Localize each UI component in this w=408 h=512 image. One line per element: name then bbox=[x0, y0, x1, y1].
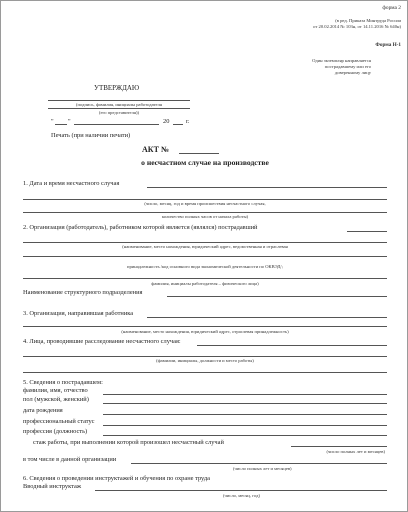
date-quote-close: " bbox=[68, 118, 71, 125]
signature-line bbox=[48, 100, 190, 101]
section-1-caption-2: количество полных часов от начала работы) bbox=[161, 214, 249, 219]
victim-name-line bbox=[103, 394, 387, 395]
section-2-caption-2: принадлежность /код основного вида экономической деятельности по ОКВЭД/; bbox=[127, 264, 283, 269]
victim-experience-line bbox=[291, 446, 387, 447]
section-2-unit-line bbox=[167, 296, 387, 297]
section-4-line-a bbox=[197, 345, 387, 346]
section-4-line-c bbox=[23, 372, 387, 373]
section-2-line-c bbox=[23, 256, 387, 257]
victim-sex-label: пол (мужской, женский) bbox=[23, 396, 89, 403]
form-code: Форма Н-1 bbox=[375, 42, 401, 48]
section-1-line-b bbox=[23, 199, 387, 200]
copy-note-2: пострадавшему или его bbox=[324, 64, 371, 69]
victim-profession-line bbox=[103, 435, 387, 436]
section-2-line-a bbox=[347, 231, 387, 232]
section-5-label: 5. Сведения о пострадавшем: bbox=[23, 379, 103, 386]
section-4-caption: (фамилии, инициалы, должности и место работы) bbox=[156, 358, 254, 363]
section-6-label: 6. Сведения о проведении инструктажей и обучения по охране труда bbox=[23, 475, 210, 482]
victim-sex-line bbox=[103, 403, 387, 404]
date-year-suffix: г. bbox=[186, 118, 190, 125]
intro-briefing-label: Вводный инструктаж bbox=[23, 483, 82, 490]
section-1-label: 1. Дата и время несчастного случая bbox=[23, 180, 120, 187]
section-3-caption: (наименование, место нахождения, юридический адрес, отраслевая принадлежность) bbox=[121, 329, 289, 334]
date-year-prefix: 20 bbox=[163, 118, 170, 125]
copy-note-1: Один экземпляр направляется bbox=[312, 58, 371, 63]
date-quote-open: " bbox=[51, 118, 54, 125]
section-2-label: 2. Организация (работодатель), работником которой является (являлся) пострадавший bbox=[23, 224, 258, 231]
signature-caption-2: (его представителя)) bbox=[98, 110, 140, 115]
section-3-line-b bbox=[23, 326, 387, 327]
section-3-label: 3. Организация, направившая работника bbox=[23, 310, 134, 317]
victim-experience-label: стаж работы, при выполнении которой произошел несчастный случай bbox=[33, 439, 224, 446]
edition-line-1: (в ред. Приказа Минтруда России bbox=[335, 18, 401, 23]
section-2-caption-3: фамилия, инициалы работодателя – физического лица) bbox=[151, 281, 259, 286]
victim-org-experience-line bbox=[131, 463, 387, 464]
copy-note-3: доверенному лицу bbox=[334, 70, 371, 75]
section-2-unit-label: Наименование структурного подразделения bbox=[23, 289, 143, 296]
section-1-line-c bbox=[23, 212, 387, 213]
victim-dob-label: дата рождения bbox=[23, 407, 63, 414]
victim-profession-label: профессия (должность) bbox=[23, 428, 88, 435]
signature-caption-1: (подпись, фамилия, инициалы работодателя bbox=[75, 102, 162, 107]
intro-briefing-line bbox=[95, 490, 387, 491]
section-2-line-d bbox=[23, 278, 387, 279]
act-subtitle: о несчастном случае на производстве bbox=[141, 158, 269, 167]
section-2-line-b bbox=[23, 242, 387, 243]
date-month-line bbox=[74, 124, 159, 125]
victim-name-label: фамилия, имя, отчество bbox=[23, 387, 88, 394]
victim-experience-caption: (число полных лет и месяцев) bbox=[326, 449, 385, 454]
section-2-caption-1: (наименование, место нахождения, юридический адрес, ведомственная и отраслевая bbox=[122, 244, 288, 249]
act-title: АКТ № bbox=[142, 145, 169, 154]
act-number-line bbox=[179, 153, 219, 154]
representative-line bbox=[48, 108, 190, 109]
victim-dob-line bbox=[103, 414, 387, 415]
section-3-line-a bbox=[147, 317, 387, 318]
date-year-line bbox=[173, 124, 183, 125]
date-day-line bbox=[55, 124, 67, 125]
section-4-label: 4. Лица, проводившие расследование несчастного случая: bbox=[23, 338, 181, 345]
victim-status-label: профессиональный статус bbox=[23, 418, 95, 425]
victim-status-line bbox=[103, 425, 387, 426]
stamp-note: Печать (при наличии печати) bbox=[51, 132, 131, 139]
form-number: форма 2 bbox=[382, 5, 401, 11]
intro-briefing-caption: (число, месяц, год) bbox=[223, 493, 260, 498]
section-1-line-a bbox=[147, 187, 387, 188]
section-1-caption-1: (число, месяц, год и время происшествия несчастного случая, bbox=[144, 201, 266, 206]
approve-heading: УТВЕРЖДАЮ bbox=[94, 84, 140, 92]
victim-org-experience-caption: (число полных лет и месяцев) bbox=[233, 466, 292, 471]
victim-org-experience-label: в том числе в данной организации bbox=[23, 456, 117, 463]
section-4-line-b bbox=[23, 356, 387, 357]
edition-line-2: от 20.02.2014 № 103н, от 14.11.2016 № 640н) bbox=[313, 24, 401, 29]
